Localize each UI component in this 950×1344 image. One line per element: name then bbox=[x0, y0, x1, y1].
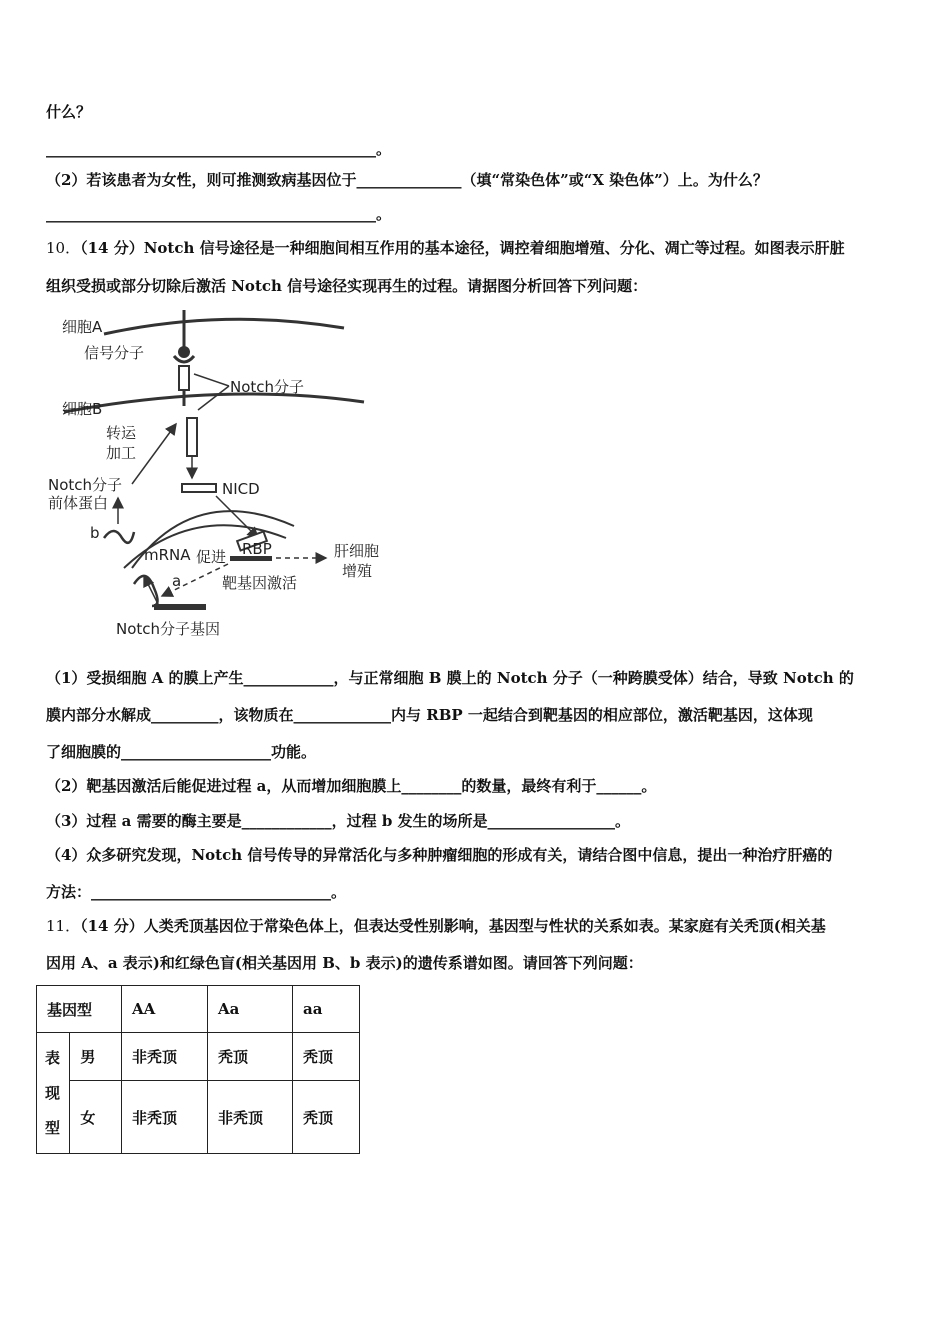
question-10-4: （4）众多研究发现，Notch 信号传导的异常活化与多种肿瘤细胞的形成有关，请结合图中信息，提出一种治疗肝癌的 bbox=[46, 846, 833, 864]
notch-pointer bbox=[194, 374, 229, 386]
table-row bbox=[37, 1033, 360, 1081]
question-10-3: （3）过程 a 需要的酶主要是____________，过程 b 发生的场所是_________________。 bbox=[46, 812, 631, 830]
question-text: （14 分）Notch 信号途径是一种细胞间相互作用的基本途径，调控着细胞增殖、分化、凋亡等过程。如图表示肝脏 bbox=[80, 239, 845, 257]
signal-molecule-icon bbox=[178, 346, 190, 358]
question-10-intro bbox=[46, 238, 845, 258]
cell-a-membrane bbox=[104, 319, 344, 334]
phenotype-label-cell bbox=[37, 1033, 70, 1154]
cell-a-label: 细胞A bbox=[62, 318, 103, 336]
mrna-label: mRNA bbox=[144, 546, 191, 564]
question-10-4-cont: 方法：________________________________。 bbox=[46, 883, 347, 901]
question-10-1-cont: 膜内部分水解成_________，该物质在_____________内与 RBP 一起结合到靶基因的相应部位，激活靶基因，这体现 bbox=[46, 706, 813, 724]
table-cell: 非秃顶 bbox=[122, 1033, 208, 1081]
table-row bbox=[37, 1081, 360, 1154]
sex-cell: 男 bbox=[70, 1033, 122, 1081]
liver-cell-label: 肝细胞 bbox=[334, 542, 380, 560]
processing-label: 加工 bbox=[106, 444, 137, 462]
proliferation-label: 增殖 bbox=[342, 562, 373, 580]
question-10-1-cont2: 了细胞膜的____________________功能。 bbox=[46, 743, 317, 761]
sex-cell: 女 bbox=[70, 1081, 122, 1154]
question-9-2: （2）若该患者为女性，则可推测致病基因位于______________（填“常染色体”或“X 染色体”）上。为什么？ bbox=[46, 171, 768, 189]
notch-gene-icon bbox=[154, 604, 206, 610]
answer-blank-line: ____________________________________________。 bbox=[46, 205, 392, 223]
promote-label: 促进 bbox=[196, 548, 227, 566]
table-cell: 非秃顶 bbox=[208, 1081, 293, 1154]
genotype-phenotype-table bbox=[36, 985, 360, 1154]
precursor-label-2: 前体蛋白 bbox=[48, 494, 109, 512]
answer-blank-line: ____________________________________________。 bbox=[46, 140, 392, 158]
question-10-1: （1）受损细胞 A 的膜上产生____________，与正常细胞 B 膜上的 Notch 分子（一种跨膜受体）结合，导致 Notch 的 bbox=[46, 669, 854, 687]
transport-label: 转运 bbox=[106, 424, 137, 442]
phenotype-char: 现 bbox=[45, 1083, 61, 1102]
question-11-intro bbox=[46, 916, 826, 936]
question-10-2: （2）靶基因激活后能促进过程 a，从而增加细胞膜上________的数量，最终有利于______。 bbox=[46, 777, 657, 795]
precursor-label: Notch分子 bbox=[48, 476, 123, 494]
table-header-cell: 基因型 bbox=[37, 986, 122, 1033]
question-number: 11． bbox=[46, 917, 81, 935]
notch-gene-label: Notch分子基因 bbox=[116, 620, 221, 638]
text-line: 什么？ bbox=[46, 103, 92, 121]
phenotype-char: 表 bbox=[45, 1048, 61, 1067]
table-header-row bbox=[37, 986, 360, 1033]
process-b-label: b bbox=[90, 524, 100, 542]
rbp-label: RBP bbox=[242, 540, 272, 558]
table-header-cell: AA bbox=[122, 986, 208, 1033]
question-10-intro-cont: 组织受损或部分切除后激活 Notch 信号途径实现再生的过程。请据图分析回答下列问题： bbox=[46, 277, 648, 295]
table-header-cell: Aa bbox=[208, 986, 293, 1033]
table-cell: 非秃顶 bbox=[122, 1081, 208, 1154]
question-text: （14 分）人类秃顶基因位于常染色体上，但表达受性别影响，基因型与性状的关系如表。某家庭有关秃顶(相关基 bbox=[80, 917, 826, 935]
process-a-label: a bbox=[172, 572, 182, 590]
cell-b-label: 细胞B bbox=[62, 400, 103, 418]
question-number: 10． bbox=[46, 239, 81, 257]
nicd-icon bbox=[182, 484, 216, 492]
table-header-cell: aa bbox=[293, 986, 360, 1033]
phenotype-char: 型 bbox=[45, 1118, 61, 1137]
question-11-intro-cont: 因用 A、a 表示)和红绿色盲(相关基因用 B、b 表示)的遗传系谱如图。请回答下列问题： bbox=[46, 954, 643, 972]
table-cell: 秃顶 bbox=[293, 1033, 360, 1081]
nicd-label: NICD bbox=[222, 480, 260, 498]
notch-label: Notch分子 bbox=[230, 378, 305, 396]
notch-pathway-diagram bbox=[44, 306, 416, 646]
notch-molecule-icon bbox=[179, 366, 189, 390]
target-gene-activation-label: 靶基因激活 bbox=[222, 574, 298, 592]
table-cell: 秃顶 bbox=[208, 1033, 293, 1081]
table-cell: 秃顶 bbox=[293, 1081, 360, 1154]
signal-molecule-label: 信号分子 bbox=[84, 344, 145, 362]
